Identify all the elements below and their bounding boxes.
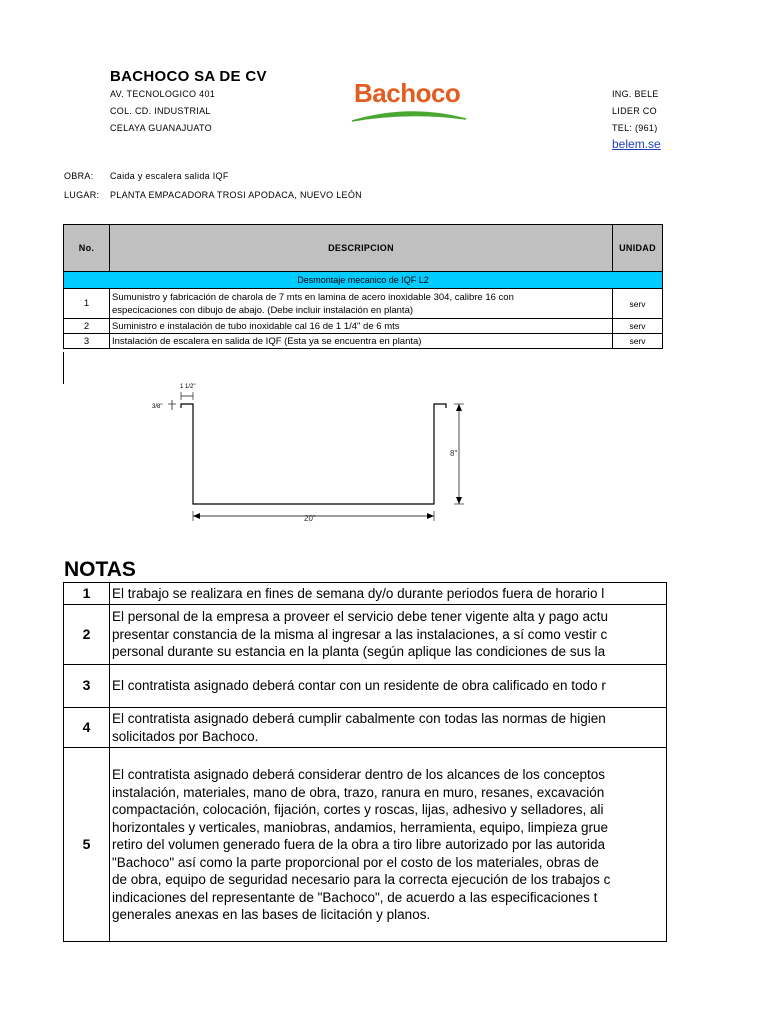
note-line: "Bachoco" así como la parte proporcional por el costo de los materiales, obras de xyxy=(112,854,599,870)
note-number: 1 xyxy=(64,583,110,605)
obra-label: OBRA: xyxy=(64,171,94,181)
note-text xyxy=(110,583,667,605)
logo-text: Bachoco xyxy=(354,78,461,108)
address-line-2: COL. CD. INDUSTRIAL xyxy=(110,106,211,116)
row-no: 2 xyxy=(64,319,110,334)
notes-title: NOTAS xyxy=(64,558,136,581)
note-line: El contratista asignado deberá contar con un residente de obra calificado en todo r xyxy=(112,678,606,694)
address-line-1: AV. TECNOLOGICO 401 xyxy=(110,89,216,99)
note-row xyxy=(64,605,667,665)
note-number: 5 xyxy=(64,748,110,942)
note-line: El contratista asignado deberá cumplir cabalmente con todas las normas de higien xyxy=(112,711,606,726)
row-description: Suministro e instalación de tubo inoxidable cal 16 de 1 1/4" de 6 mts xyxy=(110,319,613,334)
note-row xyxy=(64,583,667,605)
dim-lip-width: 1 1/2" xyxy=(180,384,196,390)
note-line: presentar constancia de la misma al ingresar a las instalaciones, a sí como vestir c xyxy=(112,626,608,642)
notes-table xyxy=(63,582,667,942)
row-no: 1 xyxy=(64,289,110,319)
note-line: instalación, materiales, mano de obra, trazo, ranura en muro, resanes, excavación xyxy=(112,784,605,800)
note-line: horizontales y verticales, maniobras, andamios, herramienta, equipo, limpieza grue xyxy=(112,819,608,835)
dim-lip-height: 3/8" xyxy=(152,404,163,410)
note-line: de obra, equipo de seguridad necesario para la correcta ejecución de los trabajos c xyxy=(112,872,611,887)
company-name: BACHOCO SA DE CV xyxy=(110,68,267,85)
logo-swoosh-icon xyxy=(350,78,470,126)
table-row xyxy=(64,319,663,334)
note-row xyxy=(64,708,667,748)
row-description-line: especicaciones con dibujo de abajo. (Debe incluir instalación en planta) xyxy=(112,304,414,316)
table-header xyxy=(64,225,663,272)
contact-email-link[interactable]: belem.se xyxy=(612,137,661,151)
row-description xyxy=(110,289,613,319)
note-line: compactación, colocación, fijación, cortes y roscas, lijas, adhesivo y selladores, ali xyxy=(112,802,604,817)
note-row xyxy=(64,665,667,708)
contact-line-1: ING. BELE xyxy=(612,89,659,99)
contact-line-2: LIDER CO xyxy=(612,106,657,116)
note-row xyxy=(64,748,667,942)
note-text xyxy=(110,605,667,665)
note-line: El contratista asignado deberá considerar dentro de los alcances de los conceptos xyxy=(112,767,606,782)
note-line: indicaciones del representante de "Bachoco", de acuerdo a las especificaciones t xyxy=(112,889,598,905)
contact-line-3: TEL: (961) xyxy=(612,123,658,133)
concepts-table xyxy=(63,224,663,349)
note-text xyxy=(110,708,667,748)
note-number: 3 xyxy=(64,665,110,708)
note-line: personal durante su estancia en la planta (según aplique las condiciones de sus la xyxy=(112,644,606,660)
note-text xyxy=(110,748,667,942)
lugar-line xyxy=(64,190,362,200)
obra-line xyxy=(64,171,229,181)
lugar-value: PLANTA EMPACADORA TROSI APODACA, NUEVO LEÓN xyxy=(110,190,362,200)
row-unit: serv xyxy=(613,334,663,349)
note-line: El personal de la empresa a proveer el servicio debe tener vigente alta y pago actu xyxy=(112,609,609,625)
note-number: 2 xyxy=(64,605,110,665)
bachoco-logo xyxy=(350,78,470,126)
tray-profile-shape xyxy=(181,404,446,504)
section-row xyxy=(64,272,663,289)
table-row xyxy=(64,289,663,319)
note-number: 4 xyxy=(64,708,110,748)
note-line: retiro del volumen generado fuera de la obra a tiro libre autorizado por las autorida xyxy=(112,837,606,852)
note-text xyxy=(110,665,667,708)
dim-width: 20" xyxy=(304,514,316,523)
obra-value: Caida y escalera salida IQF xyxy=(110,171,229,181)
header-unidad: UNIDAD xyxy=(613,225,663,272)
row-description-line: Sumunistro y fabricación de charola de 7 mts en lamina de acero inoxidable 304, calibre 16 con xyxy=(112,291,514,303)
section-title: Desmontaje mecanico de IQF L2 xyxy=(64,272,663,289)
lugar-label: LUGAR: xyxy=(64,190,100,200)
note-line: solicitados por Bachoco. xyxy=(112,728,259,744)
row-unit: serv xyxy=(613,289,663,319)
note-line: El trabajo se realizara en fines de semana dy/o durante periodos fuera de horario l xyxy=(112,585,605,601)
header-descripcion: DESCRIPCION xyxy=(110,225,613,272)
row-unit: serv xyxy=(613,319,663,334)
table-row xyxy=(64,334,663,349)
tray-profile-drawing xyxy=(150,378,480,528)
header-no: No. xyxy=(64,225,110,272)
table-border-line xyxy=(63,352,64,384)
note-line: generales anexas en las bases de licitación y planos. xyxy=(112,907,431,922)
dim-height: 8" xyxy=(450,449,458,458)
row-no: 3 xyxy=(64,334,110,349)
address-line-3: CELAYA GUANAJUATO xyxy=(110,123,212,133)
row-description: Instalación de escalera en salida de IQF (Esta ya se encuentra en planta) xyxy=(110,334,613,349)
